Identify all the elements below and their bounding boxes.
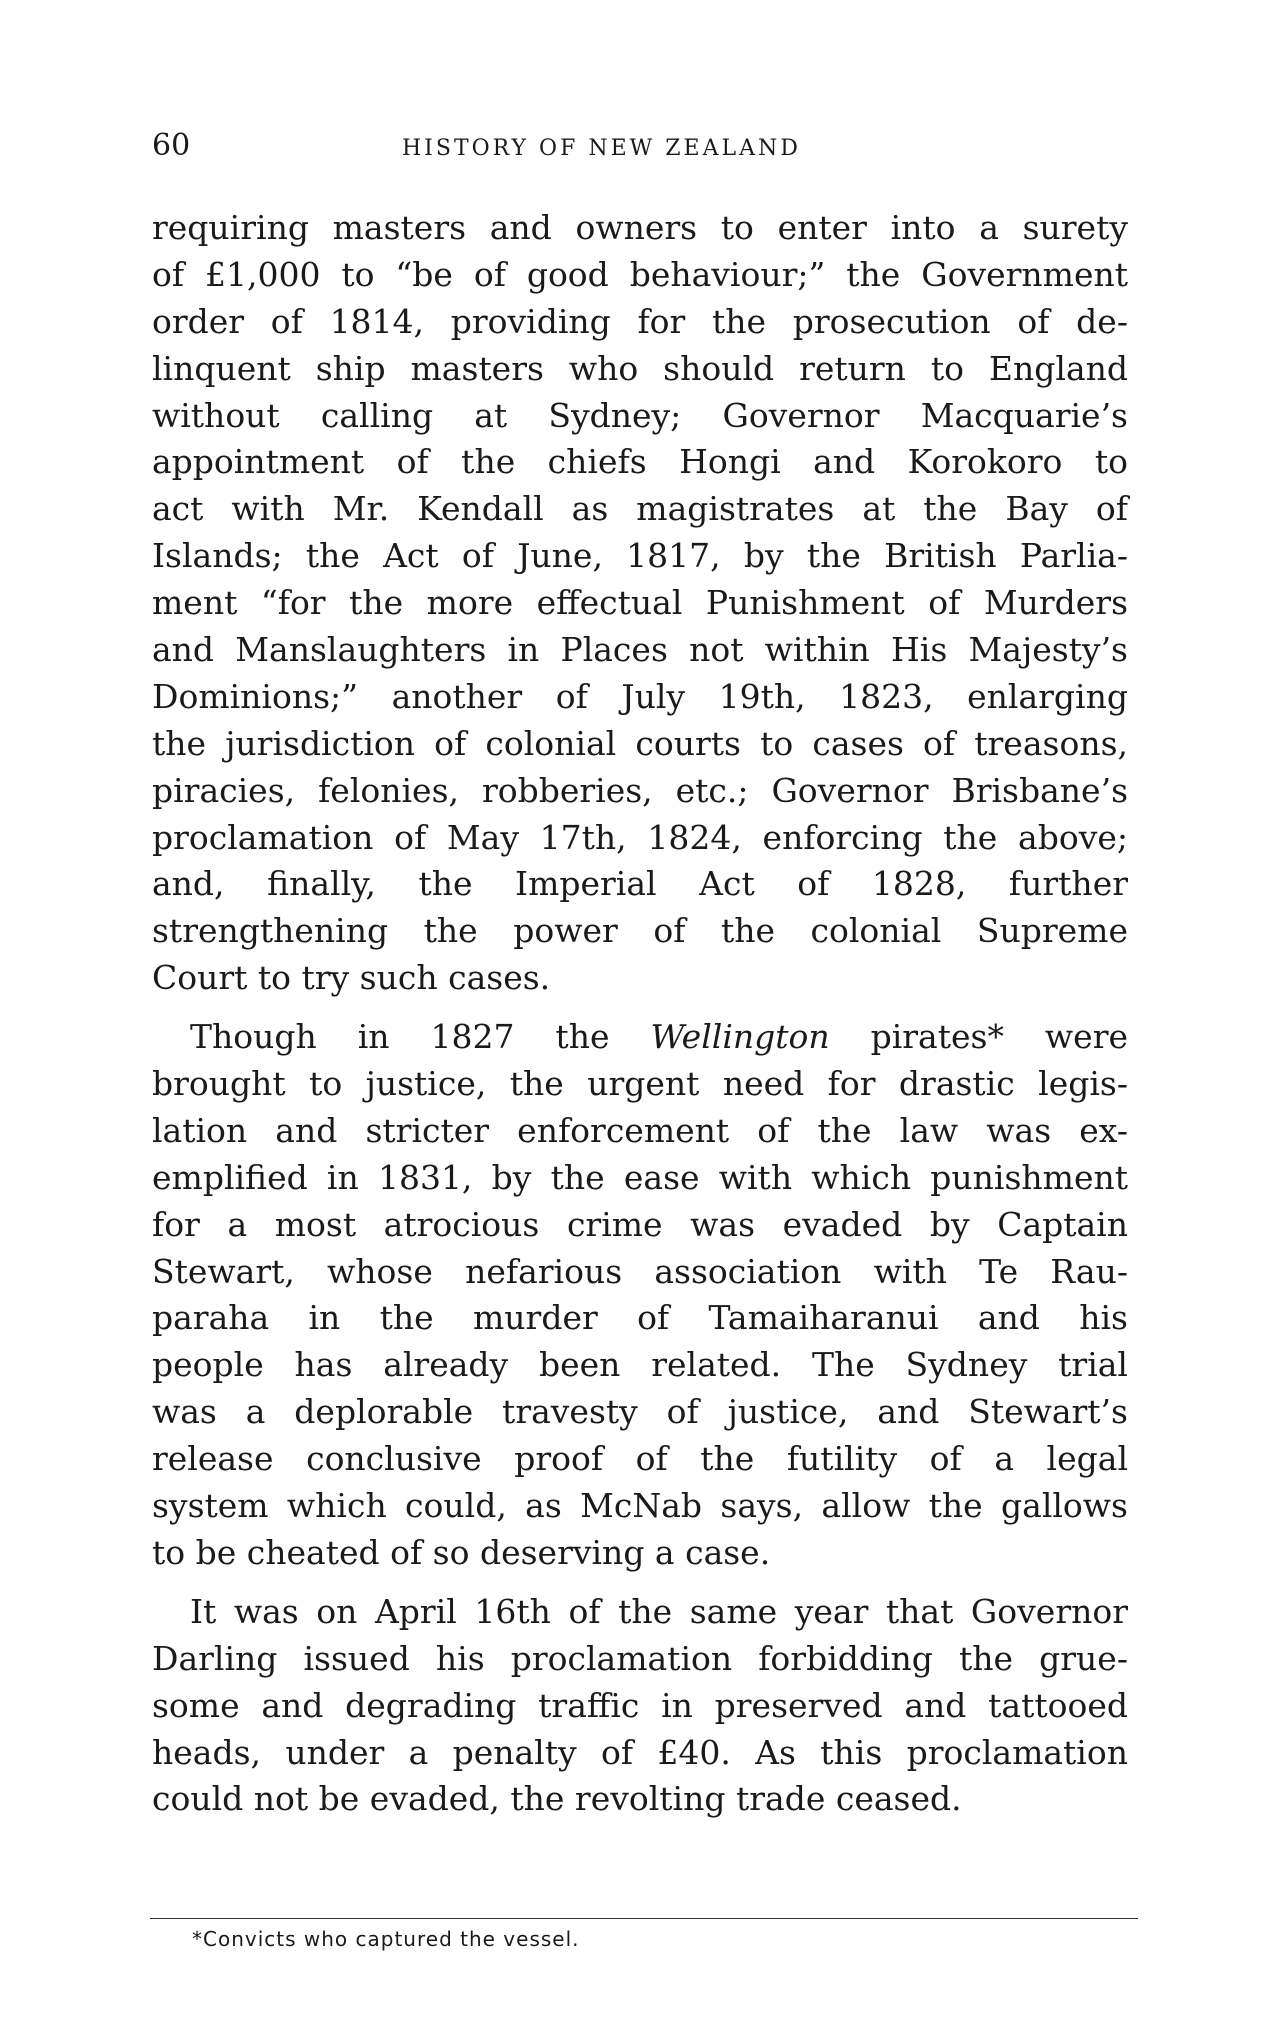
text-line: some and degrading traffic in preserved and tattooed — [152, 1685, 1128, 1725]
paragraph-2 — [152, 1014, 1128, 1577]
text-line: brought to justice, the urgent need for drastic legis- — [152, 1064, 1128, 1104]
text-line: could not be evaded, the revolting trade ceased. — [152, 1779, 962, 1819]
text-line: Darling issued his proclamation forbidding the grue- — [152, 1638, 1128, 1678]
text-line: system which could, as McNab says, allow the gallows — [152, 1486, 1128, 1526]
running-head — [152, 128, 1132, 168]
footnote: *Convicts who captured the vessel. — [192, 1927, 580, 1951]
text-line: It was on April 16th of the same year that Governor — [190, 1591, 1128, 1631]
text-line: ment “for the more effectual Punishment of Murders — [152, 583, 1128, 623]
paragraph-1 — [152, 205, 1128, 1002]
text-line-with-italic: Though in 1827 the Wellington pirates* were — [190, 1017, 1128, 1057]
text-line: piracies, felonies, robberies, etc.; Governor Brisbane’s — [152, 770, 1128, 810]
text-line: linquent ship masters who should return to England — [152, 348, 1128, 388]
footnote-divider — [150, 1918, 1138, 1919]
text-line: release conclusive proof of the futility of a legal — [152, 1439, 1128, 1479]
text-line: Islands; the Act of June, 1817, by the British Parlia- — [152, 536, 1128, 576]
text-line: Stewart, whose nefarious association with Te Rau- — [152, 1251, 1128, 1291]
text-line: Court to try such cases. — [152, 958, 551, 998]
text-line: Dominions;” another of July 19th, 1823, enlarging — [152, 676, 1128, 716]
text-line: and, finally, the Imperial Act of 1828, further — [152, 864, 1128, 904]
text-line: without calling at Sydney; Governor Macquarie’s — [152, 395, 1128, 435]
text-line: of £1,000 to “be of good behaviour;” the Government — [152, 254, 1128, 294]
text-line: order of 1814, providing for the prosecution of de- — [152, 301, 1128, 341]
text-line: and Manslaughters in Places not within His Majesty’s — [152, 630, 1128, 670]
text-line: strengthening the power of the colonial Supreme — [152, 911, 1128, 951]
text-line: to be cheated of so deserving a case. — [152, 1532, 771, 1572]
text-line: was a deplorable travesty of justice, and Stewart’s — [152, 1392, 1128, 1432]
header-title: HISTORY OF NEW ZEALAND — [402, 136, 801, 161]
text-line: heads, under a penalty of £40. As this proclamation — [152, 1732, 1128, 1772]
text-line: for a most atrocious crime was evaded by Captain — [152, 1204, 1128, 1244]
text-line: appointment of the chiefs Hongi and Korokoro to — [152, 442, 1128, 482]
text-line: paraha in the murder of Tamaiharanui and his — [152, 1298, 1128, 1338]
text-line: emplified in 1831, by the ease with which punishment — [152, 1157, 1128, 1197]
text-line: requiring masters and owners to enter into a surety — [152, 208, 1128, 247]
ship-name-italic: Wellington — [650, 1017, 830, 1057]
text-line: proclamation of May 17th, 1824, enforcing the above; — [152, 817, 1128, 857]
page-number: 60 — [152, 128, 191, 163]
text-line: the jurisdiction of colonial courts to cases of treasons, — [152, 723, 1128, 763]
paragraph-3 — [152, 1589, 1128, 1823]
text-line: act with Mr. Kendall as magistrates at the Bay of — [152, 489, 1128, 529]
text-line: people has already been related. The Sydney trial — [152, 1345, 1128, 1385]
body-text — [152, 205, 1128, 1835]
text-line: lation and stricter enforcement of the law was ex- — [152, 1110, 1128, 1150]
